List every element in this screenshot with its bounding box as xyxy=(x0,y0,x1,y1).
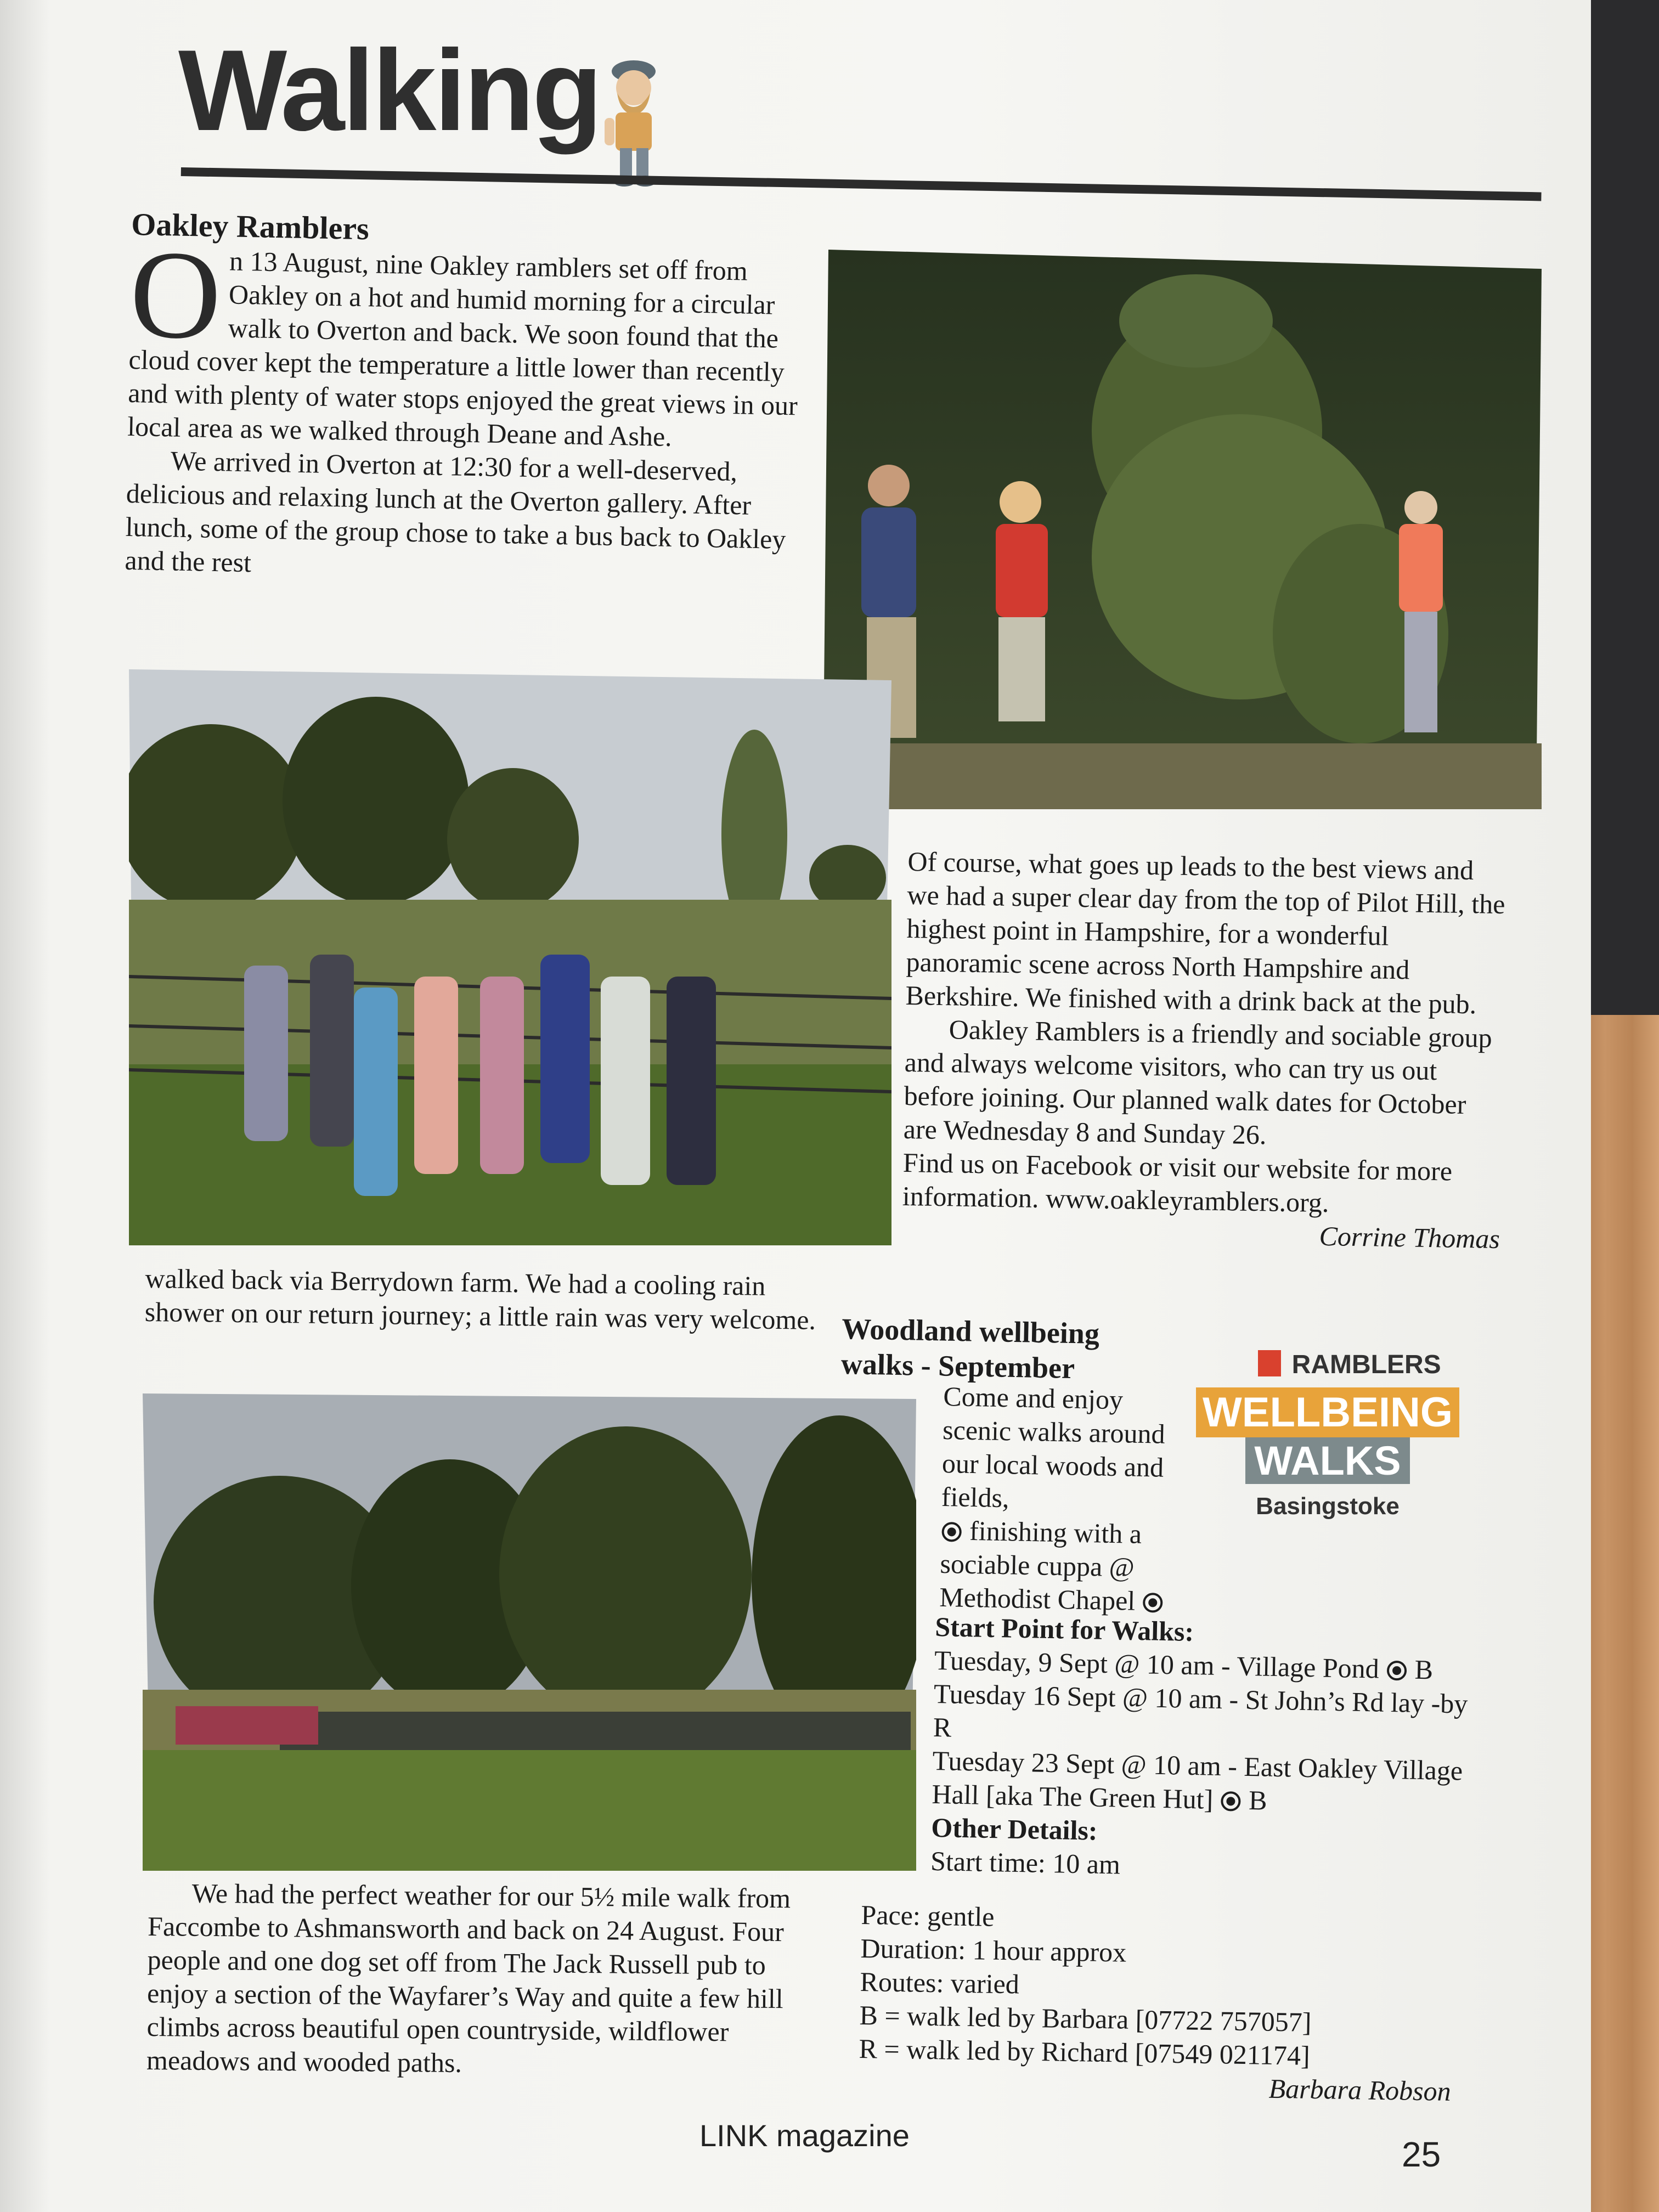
wellbeing-details xyxy=(930,1610,1473,1888)
footer-page-number: 25 xyxy=(1402,2135,1441,2174)
walk-1: Tuesday, 9 Sept @ 10 am - Village Pond B xyxy=(934,1644,1434,1685)
wellbeing-intro-1: Come and enjoy scenic walks around our local woods and fields, xyxy=(941,1380,1166,1514)
logo-line-2: WALKS xyxy=(1245,1437,1410,1484)
article-para-6: Oakley Ramblers is a friendly and sociable group and always welcome visitors, who can try us out before joining. Our planned walk dates for October are Wednesday 8 and Sunday 26. xyxy=(903,1014,1493,1150)
ramblers-mark-icon xyxy=(1258,1350,1281,1376)
routes: Routes: varied xyxy=(860,1966,1020,2000)
walk-3: Tuesday 23 Sept @ 10 am - East Oakley Village Hall [aka The Green Hut] B xyxy=(932,1745,1463,1816)
group-photo xyxy=(129,669,891,1245)
wellbeing-author: Barbara Robson xyxy=(1268,2073,1452,2107)
other-details-heading: Other Details: xyxy=(930,1812,1098,1846)
article-para-2: We arrived in Overton at 12:30 for a well-deserved, delicious and relaxing lunch at the Overton gallery. After lunch, some of the group chose to take a bus back to Oakley and the rest xyxy=(125,445,786,578)
article-para-1: n 13 August, nine Oakley ramblers set off from Oakley on a hot and humid morning for a circular walk to Overton and back. We soon found that the cloud cover kept the temperature a little lower than recently and with plenty of water stops enjoyed the great views in our local area as we walked through Deane and Ashe. xyxy=(127,245,798,452)
pond-photo xyxy=(143,1393,916,1871)
page-title: Walking xyxy=(178,26,601,155)
logo-brand: RAMBLERS xyxy=(1291,1350,1441,1379)
cup-icon xyxy=(1386,1660,1408,1682)
article-para-7: Find us on Facebook or visit our website for more information. www.oakleyramblers.org. xyxy=(902,1147,1453,1218)
pace: Pace: gentle xyxy=(861,1899,995,1932)
logo-place: Basingstoke xyxy=(1256,1493,1400,1520)
ramblers-continued xyxy=(902,845,1506,1256)
cup-icon xyxy=(940,1521,963,1543)
duration: Duration: 1 hour approx xyxy=(860,1932,1127,1968)
footer-magazine: LINK magazine xyxy=(699,2118,910,2153)
cup-icon xyxy=(1220,1790,1242,1813)
walker-figure-3 xyxy=(1399,491,1443,732)
oakley-ramblers-article xyxy=(125,206,806,590)
article-para-3: walked back via Berrydown farm. We had a cooling rain shower on our return journey; a little rain was very welcome. xyxy=(144,1262,816,1335)
wellbeing-intro xyxy=(939,1380,1196,1619)
walk-2: Tuesday 16 Sept @ 10 am - St John’s Rd lay -by R xyxy=(933,1678,1468,1743)
article-author: Corrine Thomas xyxy=(1319,1220,1500,1255)
walk-1-leader: B xyxy=(1414,1654,1434,1685)
leader-b: B = walk led by Barbara [07722 757057] xyxy=(859,1999,1312,2038)
cup-icon xyxy=(1142,1592,1164,1614)
topiary-photo xyxy=(823,250,1542,809)
start-point-heading: Start Point for Walks: xyxy=(934,1611,1194,1647)
wellbeing-more-details xyxy=(858,1898,1454,2108)
logo-line-1: WELLBEING xyxy=(1196,1387,1459,1437)
article-para-5: Of course, what goes up leads to the best views and we had a super clear day from the top of Pilot Hill, the highest point in Hampshire, for a wonderful panoramic scene across North Hampshire and Berkshire. We finished with a drink back at the pub. xyxy=(905,845,1505,1020)
ramblers-para-3 xyxy=(145,1262,820,1337)
article-heading: Oakley Ramblers xyxy=(131,206,370,247)
ramblers-para-4 xyxy=(146,1876,834,2083)
wellbeing-intro-2: finishing with a sociable cuppa @ Methodist Chapel xyxy=(939,1515,1142,1616)
leader-r: R = walk led by Richard [07549 021174] xyxy=(859,2033,1311,2071)
walk-3-leader: B xyxy=(1248,1785,1268,1816)
ramblers-wellbeing-logo xyxy=(1196,1350,1459,1547)
wellbeing-heading-line-1: Woodland wellbeing xyxy=(841,1312,1100,1351)
drop-cap: O xyxy=(128,223,223,366)
article-para-4: We had the perfect weather for our 5½ mile walk from Faccombe to Ashmansworth and back on 24 August. Four people and one dog set off from The Jack Russell pub to enjoy a section of the Wayfarer’s Way and quite a few hill climbs across beautiful open countryside, wildflower meadows and wooded paths. xyxy=(146,1877,791,2079)
start-time: Start time: 10 am xyxy=(930,1845,1121,1880)
title-divider xyxy=(181,167,1542,201)
article-intro xyxy=(125,223,805,590)
walker-mascot-icon xyxy=(592,49,675,192)
wellbeing-heading-line-2: walks - September xyxy=(840,1347,1075,1385)
